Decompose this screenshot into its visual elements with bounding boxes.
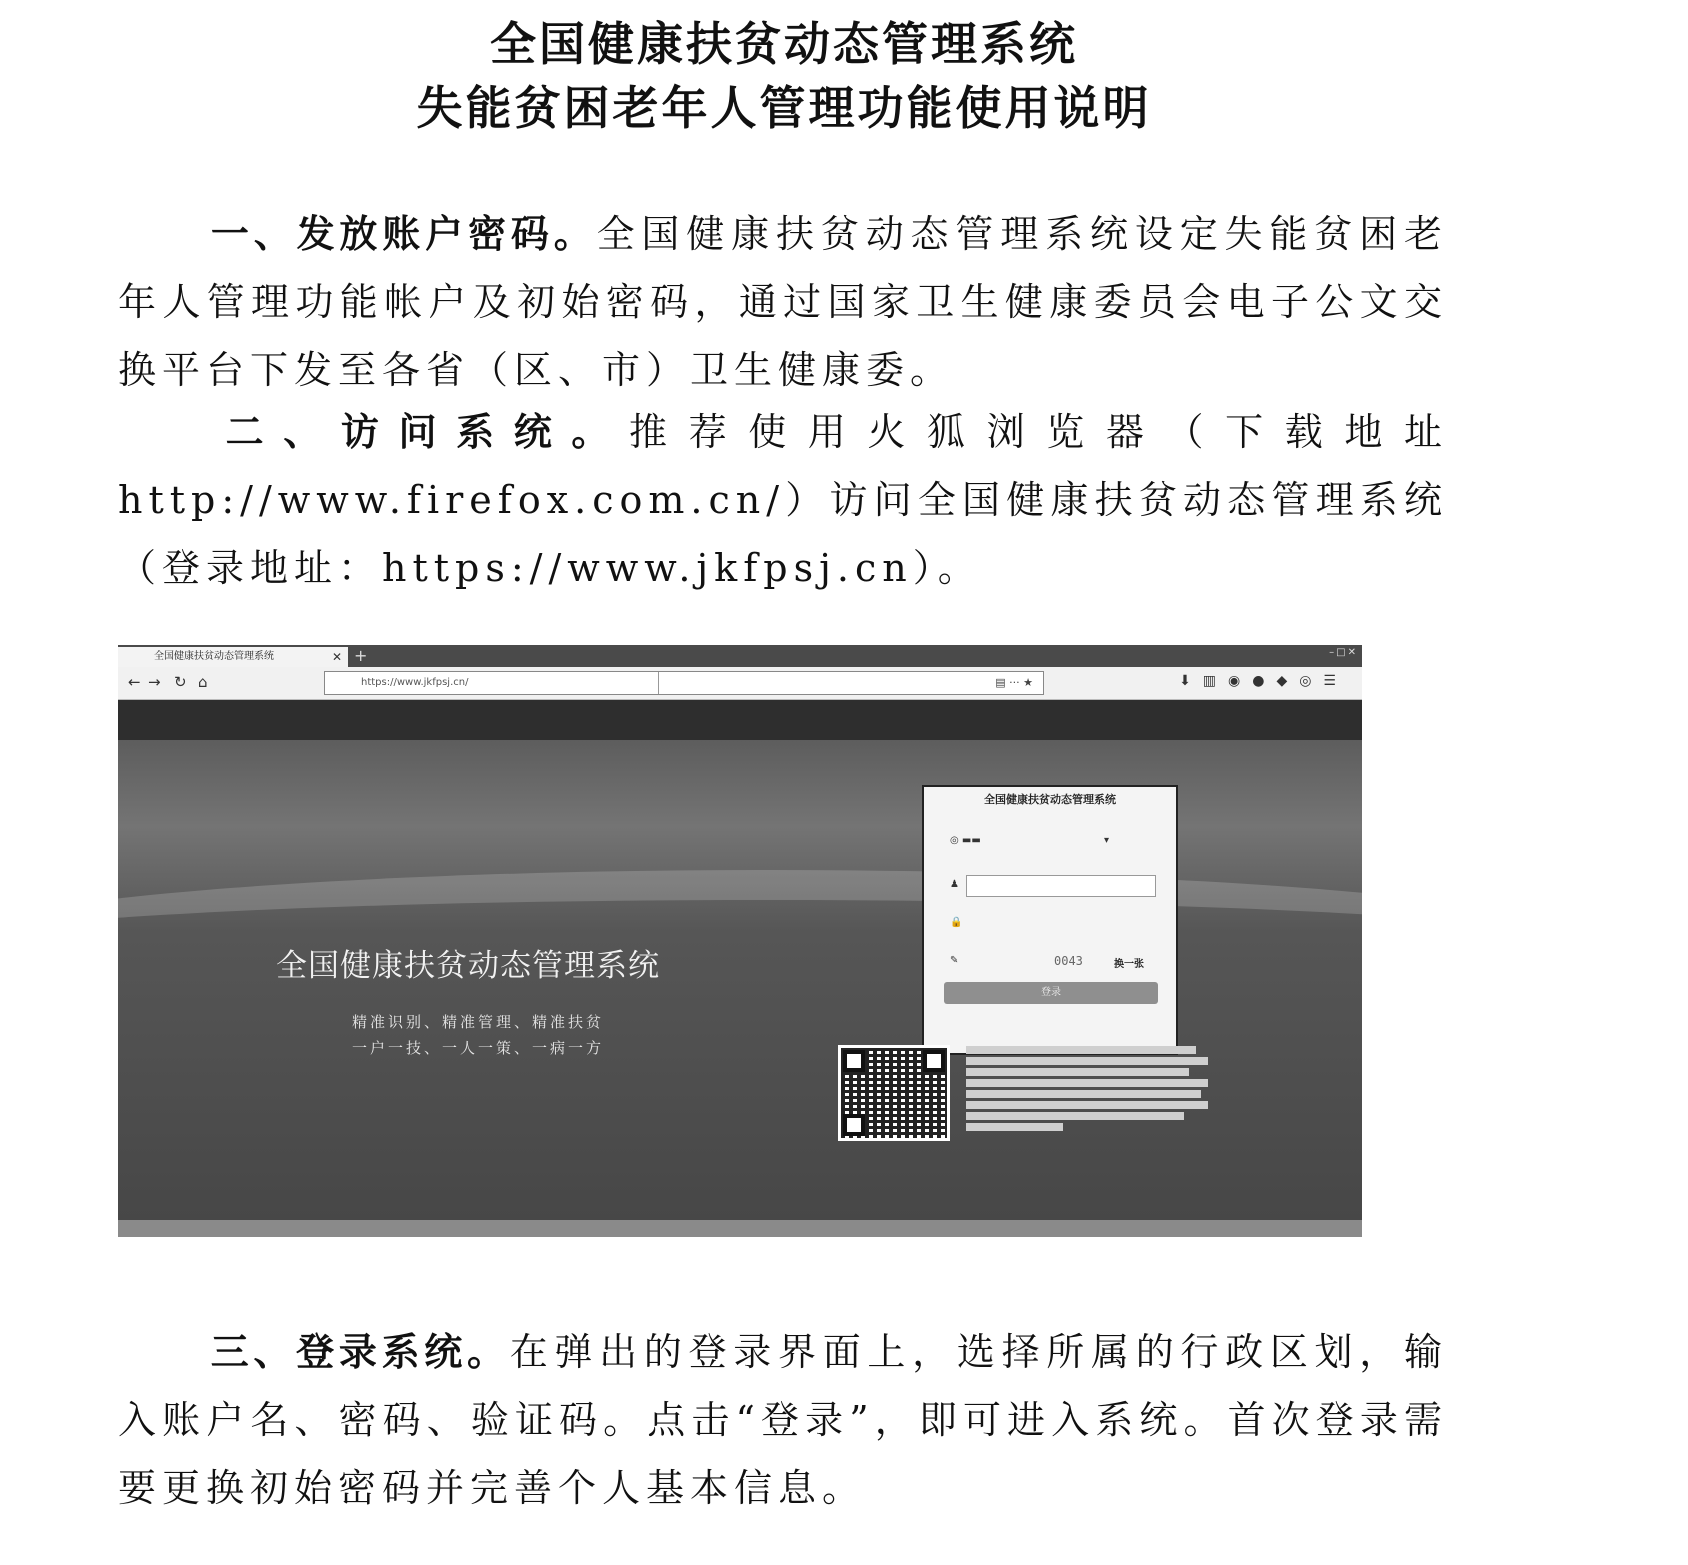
qr-finder-pattern: [923, 1050, 945, 1072]
section-1: [118, 200, 1448, 404]
system-name: 全国健康扶贫动态管理系统: [276, 948, 660, 984]
address-bar-url: https://www.jkfpsj.cn/: [361, 677, 469, 688]
back-icon[interactable]: ←: [128, 673, 141, 691]
home-icon[interactable]: ⌂: [198, 673, 208, 691]
section-3-body: 在弹出的登录界面上，选择所属的行政区划，输入账户名、密码、验证码。点击“登录”，即可进入系统。首次登录需要更换初始密码并完善个人基本信息。: [118, 1330, 1448, 1510]
slogan-line2: 一户一技、一人一策、一病一方: [352, 1039, 605, 1057]
login-title: 全国健康扶贫动态管理系统: [984, 793, 1116, 806]
address-bar[interactable]: [324, 671, 1044, 695]
browser-toolbar: [118, 667, 1362, 700]
login-button[interactable]: 登录: [944, 982, 1158, 1004]
region-select[interactable]: ◎ ▬▬ ▾: [950, 835, 1110, 846]
qr-finder-pattern: [843, 1114, 865, 1136]
qr-description-blurred: [966, 1043, 1208, 1134]
address-bar-divider: [658, 672, 659, 694]
username-input[interactable]: [966, 875, 1156, 897]
new-tab-icon[interactable]: +: [354, 646, 368, 665]
section-2-heading: 二、访问系统。: [210, 410, 629, 454]
reload-icon[interactable]: ↻: [174, 673, 187, 691]
section-3-heading: 三、登录系统。: [210, 1330, 510, 1374]
browser-tab-title: 全国健康扶贫动态管理系统: [154, 651, 274, 662]
password-field[interactable]: 🔒: [950, 917, 963, 928]
document-title-line2: 失能贫困老年人管理功能使用说明: [416, 81, 1152, 135]
page-footer-strip: [118, 1220, 1362, 1237]
browser-tab[interactable]: [118, 647, 348, 667]
page-header-band: [118, 700, 1362, 740]
captcha-image[interactable]: 0043: [1054, 954, 1083, 968]
slogan-line1: 精准识别、精准管理、精准扶贫: [352, 1013, 605, 1031]
bookmark-star-icon[interactable]: ▤ ··· ★: [995, 676, 1033, 689]
document-title-line1: 全国健康扶贫动态管理系统: [490, 17, 1078, 71]
qr-code-image: [838, 1045, 950, 1141]
captcha-icon: ✎: [950, 955, 959, 966]
section-3: [118, 1318, 1448, 1522]
qr-finder-pattern: [843, 1050, 865, 1072]
section-2-body: 推荐使用火狐浏览器（下载地址http://www.firefox.com.cn/）访问全国健康扶贫动态管理系统（登录地址：https://www.jkfpsj.cn）。: [118, 410, 1448, 590]
window-controls-icon[interactable]: –□✕: [1329, 647, 1358, 658]
browser-tab-bar: [118, 645, 1362, 667]
section-1-heading: 一、发放账户密码。: [210, 212, 597, 256]
toolbar-icons[interactable]: ⬇▥◉●◆◎☰: [1179, 673, 1348, 689]
forward-icon[interactable]: →: [148, 673, 161, 691]
close-icon[interactable]: ✕: [331, 650, 342, 664]
login-panel: [922, 785, 1178, 1055]
browser-screenshot: [118, 645, 1362, 1237]
captcha-refresh-link[interactable]: 换一张: [1114, 959, 1144, 970]
section-1-body: 全国健康扶贫动态管理系统设定失能贫困老年人管理功能帐户及初始密码，通过国家卫生健康委员会电子公文交换平台下发至各省（区、市）卫生健康委。: [118, 212, 1448, 392]
user-icon: ♟: [950, 879, 959, 890]
section-2: [118, 398, 1448, 602]
